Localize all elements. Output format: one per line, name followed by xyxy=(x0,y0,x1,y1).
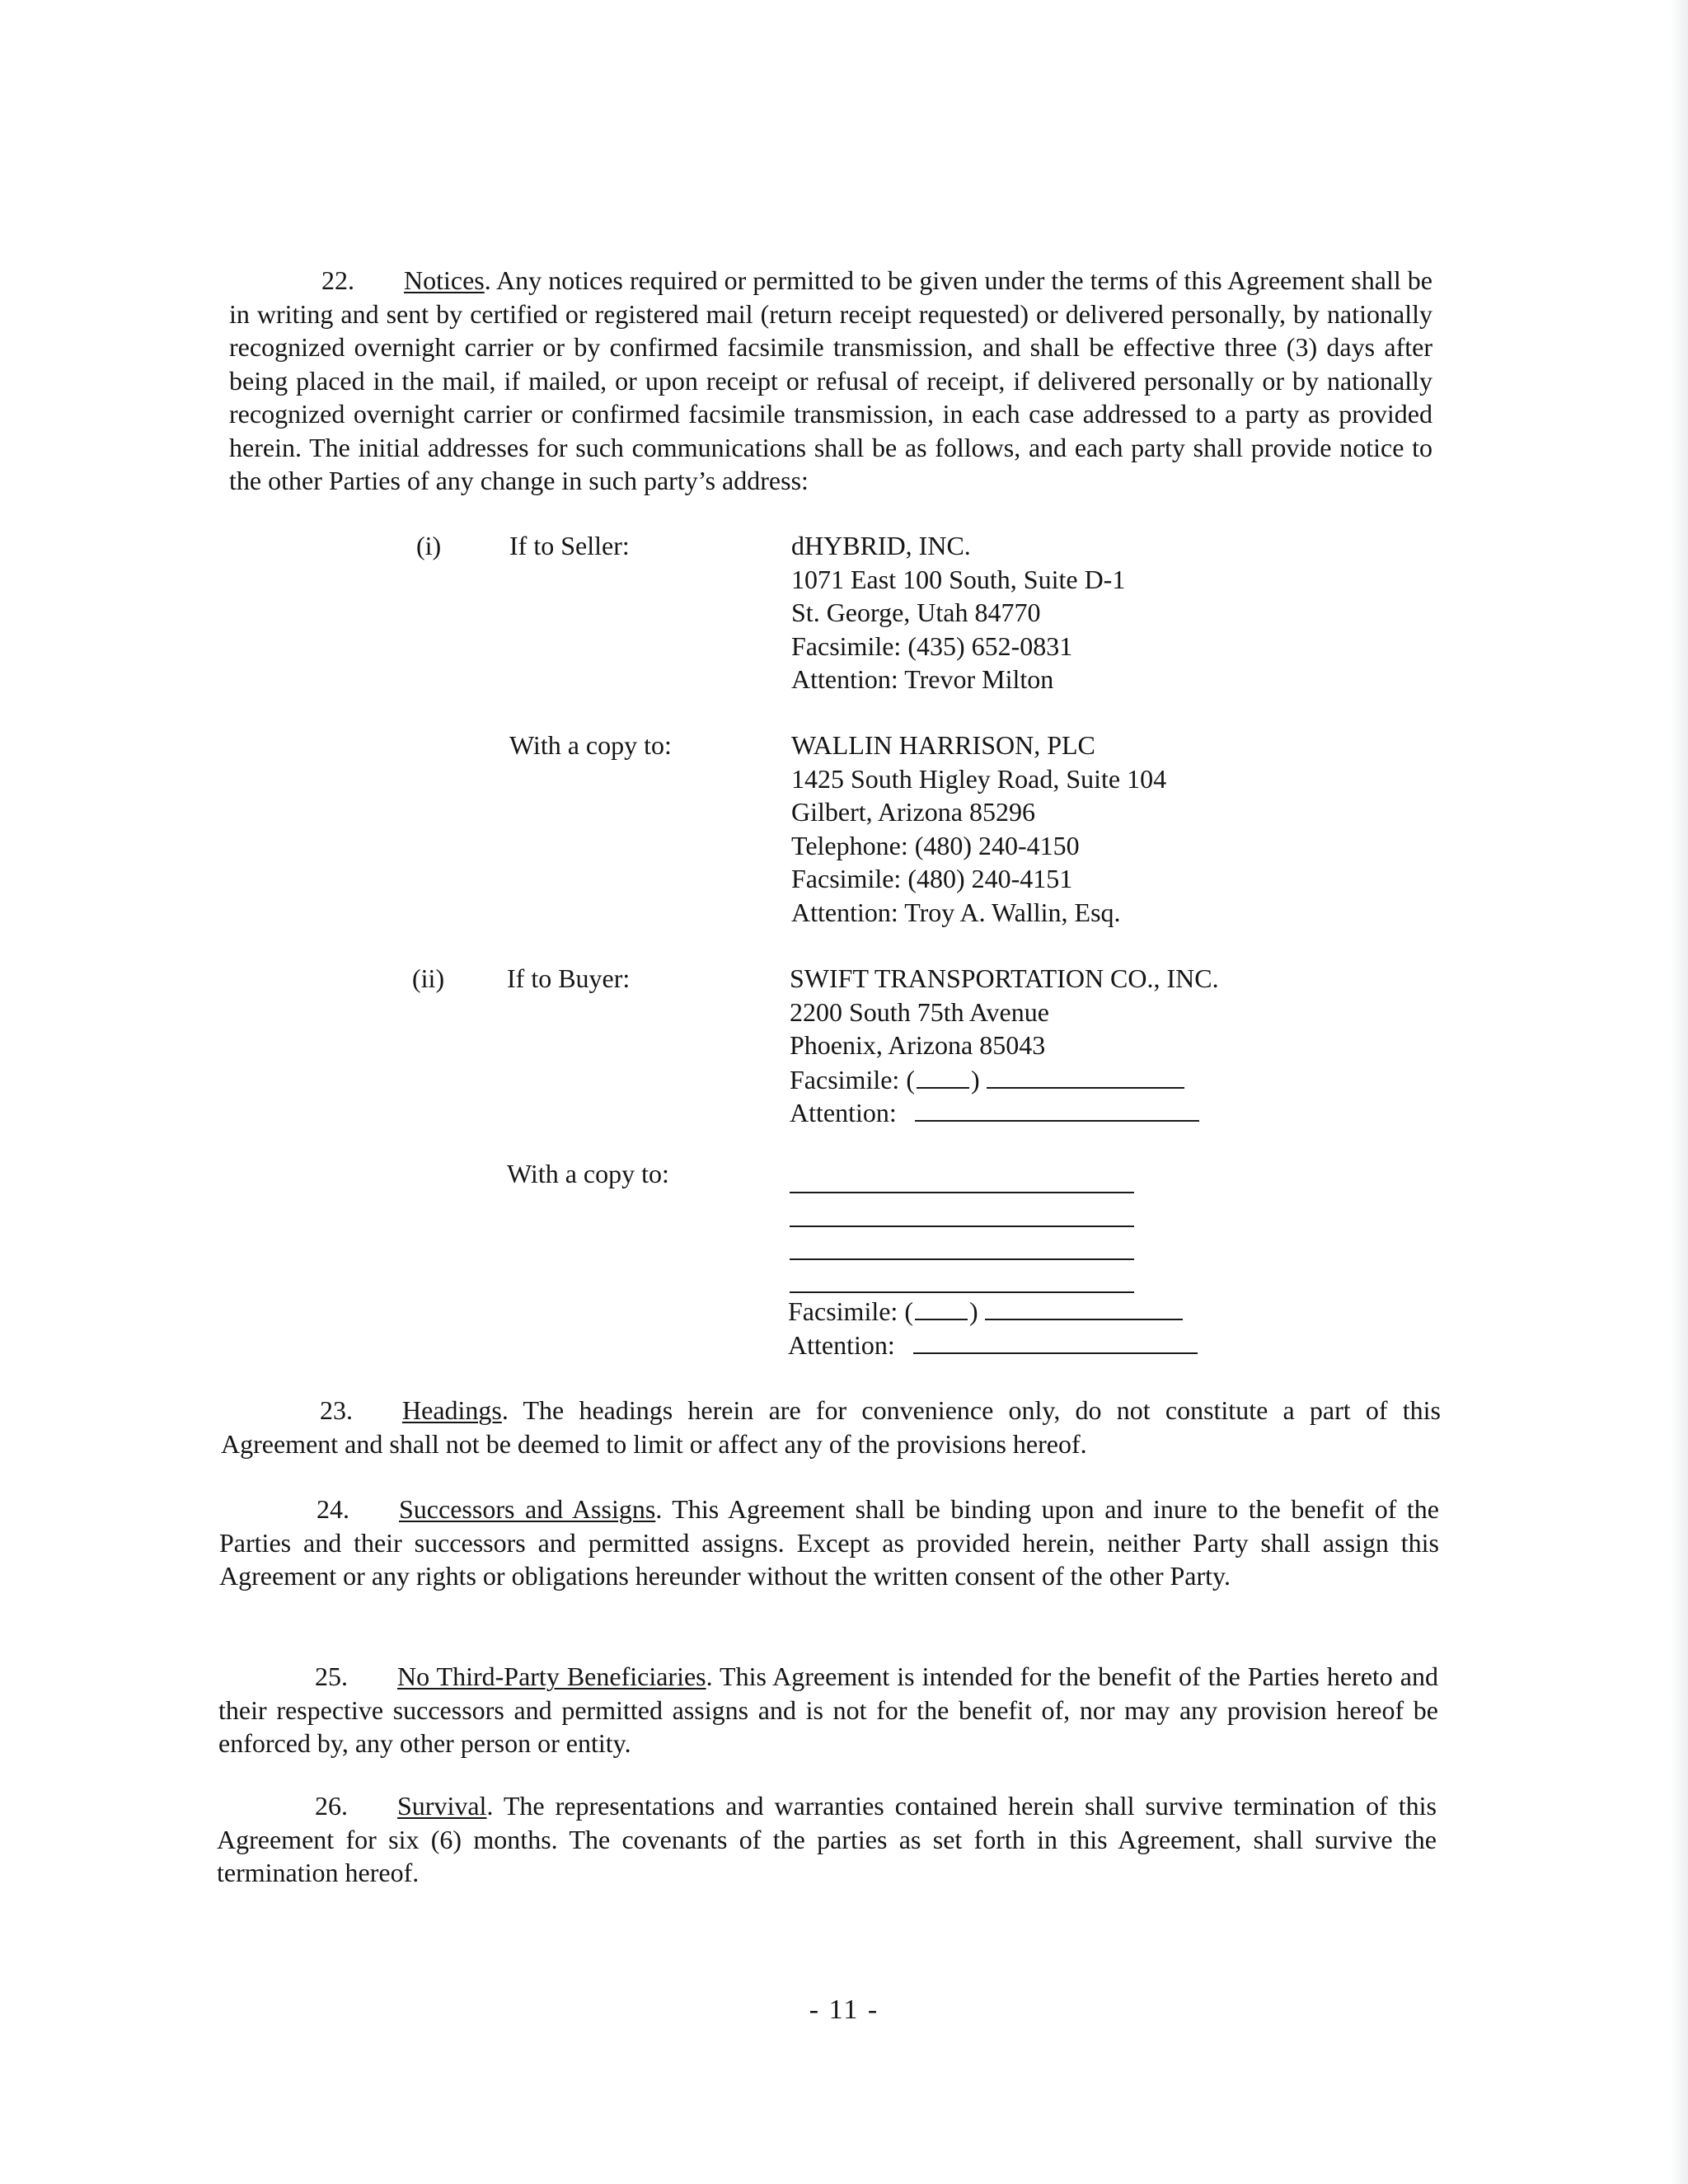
section-text: . This Agreement is intended for the benefit of the Parties hereto and their respective successors and permitted assigns and is not for the benefit of, nor may any provision hereof be enforced by, any other person or entity. xyxy=(218,1661,1438,1758)
buyer-copy-attention-line xyxy=(788,1328,1198,1361)
seller-copy-address-line: Attention: Troy A. Wallin, Esq. xyxy=(791,897,1121,927)
buyer-copy-attention-blank xyxy=(913,1328,1198,1354)
seller-address-line: 1071 East 100 South, Suite D-1 xyxy=(791,564,1126,594)
seller-address-line: Attention: Trevor Milton xyxy=(791,664,1054,694)
buyer-copy-blank-line xyxy=(790,1258,1134,1260)
seller-address-line: St. George, Utah 84770 xyxy=(791,598,1041,627)
section-text: . This Agreement shall be binding upon and inure to the benefit of the Parties and their successors and permitted assigns. Except as provided herein, neither Party shall assign this Agreement or any rights or obligations hereunder without the written consent of the other Party. xyxy=(219,1494,1440,1591)
seller-copy-address-line: Telephone: (480) 240-4150 xyxy=(791,830,1080,860)
section-heading: Notices xyxy=(404,265,485,295)
section-26 xyxy=(217,1789,1437,1890)
buyer-address-line: SWIFT TRANSPORTATION CO., INC. xyxy=(790,963,1219,993)
notice-index-i: (i) xyxy=(416,531,442,560)
buyer-fax-number-blank xyxy=(987,1062,1184,1089)
buyer-label: If to Buyer: xyxy=(507,963,631,993)
section-heading: Headings xyxy=(402,1395,502,1425)
section-number: 23. xyxy=(320,1395,353,1425)
buyer-copy-label: With a copy to: xyxy=(507,1159,669,1188)
buyer-copy-facsimile-line: Facsimile: ( ) xyxy=(788,1294,1198,1328)
buyer-attention-blank xyxy=(915,1095,1199,1122)
page-edge-shadow xyxy=(1670,0,1688,2184)
section-heading: Successors and Assigns xyxy=(399,1494,656,1524)
section-24 xyxy=(219,1493,1439,1593)
buyer-attention-line xyxy=(790,1095,1219,1129)
section-text: . Any notices required or permitted to be given under the terms of this Agreement shall be in writing and sent by certified or registered mail (return receipt requested) or delivered personally, by nationally recognized overnight carrier or by confirmed facsimile transmission, and shall be effective three (3) days after being placed in the mail, if mailed, or upon receipt or refusal of receipt, if delivered personally or by nationally recognized overnight carrier or confirmed facsimile transmission, in each case addressed to a party as provided herein. The initial addresses for such communications shall be as follows, and each party shall provide notice to the other Parties of any change in such party’s address: xyxy=(229,265,1432,495)
buyer-address-line: Phoenix, Arizona 85043 xyxy=(790,1030,1046,1060)
seller-copy-address-line: WALLIN HARRISON, PLC xyxy=(791,730,1095,760)
seller-address-line: dHYBRID, INC. xyxy=(791,531,971,560)
section-number: 24. xyxy=(316,1494,349,1524)
seller-address xyxy=(791,529,1125,696)
section-number: 26. xyxy=(315,1791,348,1821)
buyer-copy-fax-number-blank xyxy=(985,1294,1183,1320)
section-text: . The headings herein are for convenience only, do not constitute a part of this Agreement and shall not be deemed to limit or affect any of the provisions hereof. xyxy=(221,1395,1441,1459)
section-heading: No Third-Party Beneficiaries xyxy=(397,1661,706,1691)
buyer-facsimile-label: Facsimile: xyxy=(790,1064,900,1094)
section-23 xyxy=(221,1394,1441,1460)
seller-label: If to Seller: xyxy=(509,531,630,560)
buyer-address xyxy=(790,962,1219,1129)
buyer-fax-area-blank xyxy=(917,1062,969,1089)
buyer-copy-blank-line xyxy=(790,1192,1134,1193)
section-25 xyxy=(218,1660,1438,1760)
section-number: 25. xyxy=(315,1661,348,1691)
buyer-facsimile-line: Facsimile: ( ) xyxy=(790,1062,1219,1096)
notice-index-ii: (ii) xyxy=(412,963,445,993)
seller-copy-address-line: Gilbert, Arizona 85296 xyxy=(791,797,1035,827)
seller-copy-address-line: 1425 South Higley Road, Suite 104 xyxy=(791,763,1167,794)
section-heading: Survival xyxy=(397,1791,487,1821)
seller-copy-label: With a copy to: xyxy=(509,730,672,760)
seller-copy-address xyxy=(791,729,1166,929)
buyer-copy-blank-line xyxy=(790,1291,1134,1293)
buyer-address-line: 2200 South 75th Avenue xyxy=(790,996,1049,1027)
seller-address-line: Facsimile: (435) 652-0831 xyxy=(791,630,1073,661)
buyer-copy-blank-line xyxy=(790,1226,1134,1227)
section-22 xyxy=(229,264,1432,498)
seller-copy-address-line: Facsimile: (480) 240-4151 xyxy=(791,864,1073,893)
section-text: . The representations and warranties contained herein shall survive termination of this Agreement for six (6) months. The covenants of the parties as set forth in this Agreement, shall survive the termination hereof. xyxy=(217,1791,1437,1887)
buyer-copy-facsimile-label: Facsimile: xyxy=(788,1296,898,1326)
section-number: 22. xyxy=(321,265,354,295)
page-number: - 11 - xyxy=(809,1994,879,2025)
buyer-copy-fax-area-blank xyxy=(915,1294,968,1320)
buyer-copy-attention-label: Attention: xyxy=(788,1329,895,1360)
buyer-attention-label: Attention: xyxy=(790,1098,897,1127)
buyer-copy-address xyxy=(788,1294,1198,1361)
